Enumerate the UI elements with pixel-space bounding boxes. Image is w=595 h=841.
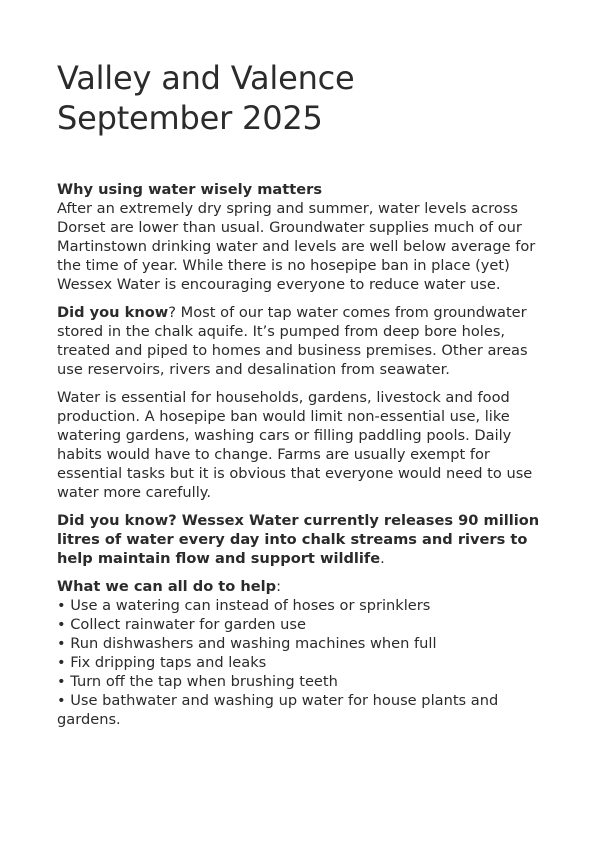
- list-item: • Run dishwashers and washing machines when full: [57, 635, 437, 652]
- heading-colon: :: [276, 578, 282, 595]
- section-why-water-matters: [57, 180, 547, 294]
- section-text: Water is essential for households, gardens, livestock and food production. A hosepipe ban would limit non-essential use, like watering gardens, washing cars or filling paddling pools. Daily habits would have to change. Farms are usually exempt for essential tasks but it is obvious that everyone would need to use water more carefully.: [57, 389, 533, 501]
- section-text: After an extremely dry spring and summer, water levels across Dorset are lower than usual. Groundwater supplies much of our Martinstown drinking water and levels are well below average for the time of year. While there is no hosepipe ban in place (yet) Wessex Water is encouraging everyone to reduce water use.: [57, 200, 536, 293]
- list-item: • Collect rainwater for garden use: [57, 616, 306, 633]
- section-water-essential: [57, 388, 547, 502]
- section-tail: .: [380, 550, 385, 567]
- list-item: • Use bathwater and washing up water for house plants and gardens.: [57, 692, 499, 728]
- section-heading: Why using water wisely matters: [57, 181, 323, 198]
- title-line-2: September 2025: [57, 99, 323, 137]
- list-item: • Turn off the tap when brushing teeth: [57, 673, 338, 690]
- list-item: • Fix dripping taps and leaks: [57, 654, 267, 671]
- section-heading: What we can all do to help: [57, 578, 277, 595]
- newsletter-page: [57, 58, 547, 738]
- tips-list: [57, 596, 547, 729]
- section-how-to-help: [57, 577, 547, 729]
- title-line-1: Valley and Valence: [57, 59, 355, 97]
- article-body: [57, 180, 547, 729]
- section-did-you-know-releases: [57, 511, 547, 568]
- list-item: • Use a watering can instead of hoses or sprinklers: [57, 597, 431, 614]
- page-title: [57, 58, 547, 138]
- section-text: ? Most of our tap water comes from groundwater stored in the chalk aquife. It’s pumped from deep bore holes, treated and piped to homes and business premises. Other areas use reservoirs, rivers and desalination from seawater.: [57, 304, 528, 378]
- did-you-know-highlight: Did you know? Wessex Water currently releases 90 million litres of water every day into chalk streams and rivers to help maintain flow and support wildlife: [57, 512, 540, 567]
- section-did-you-know-tap-water: [57, 303, 547, 379]
- did-you-know-lead: Did you know: [57, 304, 169, 321]
